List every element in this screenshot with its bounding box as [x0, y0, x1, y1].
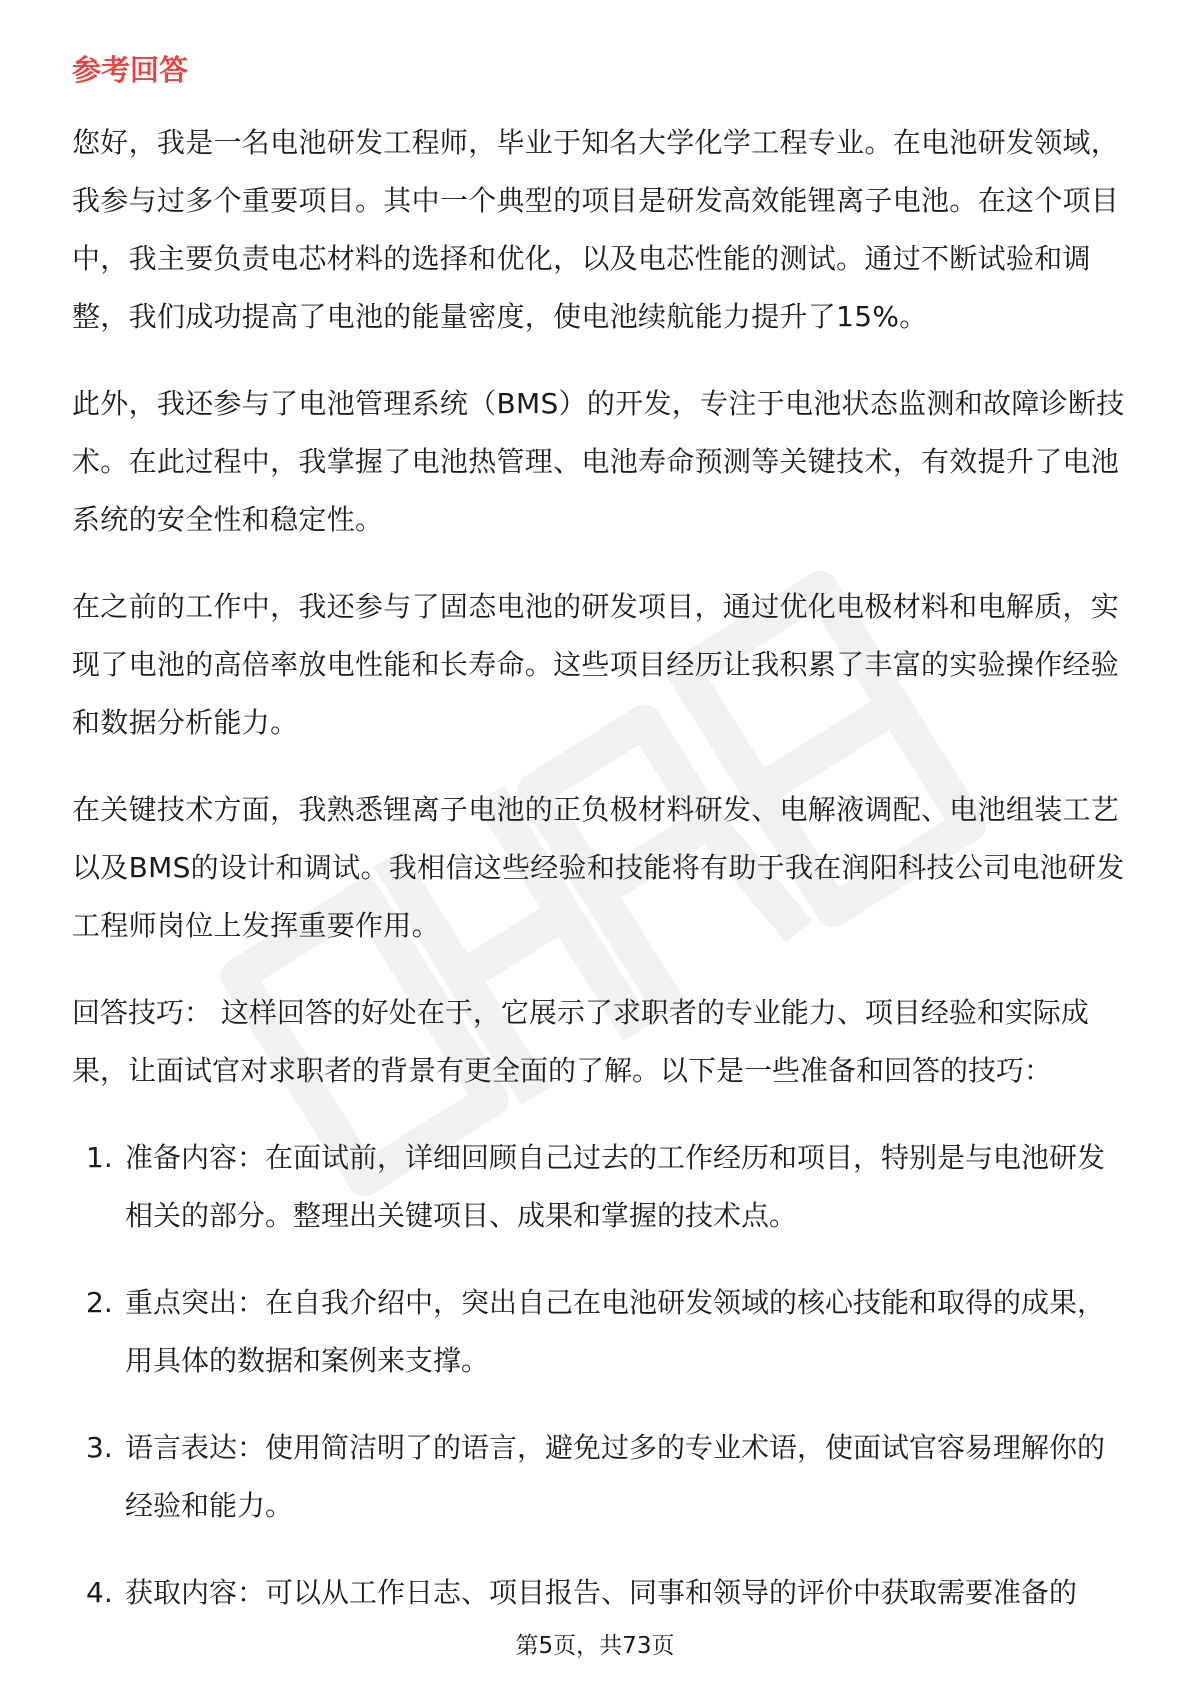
list-item — [72, 1564, 1128, 1622]
list-item — [72, 1419, 1128, 1535]
paragraph-key-tech: 在关键技术方面，我熟悉锂离子电池的正负极材料研发、电解液调配、电池组装工艺以及BMS的设计和调试。我相信这些经验和技能将有助于我在润阳科技公司电池研发工程师岗位上发挥重要作用。 — [72, 793, 1125, 942]
list-item-number: 2. — [86, 1286, 113, 1319]
list-item-text: 重点突出：在自我介绍中，突出自己在电池研发领域的核心技能和取得的成果，用具体的数据和案例来支撑。 — [125, 1286, 1106, 1377]
section-title: 参考回答 — [72, 53, 189, 87]
list-item-number: 4. — [86, 1576, 113, 1609]
list-item-text: 语言表达：使用简洁明了的语言，避免过多的专业术语，使面试官容易理解你的经验和能力。 — [125, 1431, 1106, 1522]
list-item-text: 获取内容：可以从工作日志、项目报告、同事和领导的评价中获取需要准备的 — [125, 1576, 1078, 1609]
list-item-text: 准备内容：在面试前，详细回顾自己过去的工作经历和项目，特别是与电池研发相关的部分。整理出关键项目、成果和掌握的技术点。 — [125, 1141, 1106, 1232]
list-item — [72, 1129, 1128, 1245]
tips-intro: 回答技巧： 这样回答的好处在于，它展示了求职者的专业能力、项目经验和实际成果，让面试官对求职者的背景有更全面的了解。以下是一些准备和回答的技巧： — [72, 996, 1089, 1087]
tips-list — [72, 1129, 1128, 1622]
document-body — [72, 114, 1128, 1651]
list-item — [72, 1274, 1128, 1390]
page-number: 第5页，共73页 — [515, 1633, 675, 1659]
list-item-number: 1. — [86, 1141, 113, 1174]
paragraph-intro: 您好，我是一名电池研发工程师，毕业于知名大学化学工程专业。在电池研发领域，我参与过多个重要项目。其中一个典型的项目是研发高效能锂离子电池。在这个项目中，我主要负责电芯材料的选择和优化，以及电芯性能的测试。通过不断试验和调整，我们成功提高了电池的能量密度，使电池续航能力提升了15%。 — [72, 126, 1120, 333]
paragraph-bms: 此外，我还参与了电池管理系统（BMS）的开发，专注于电池状态监测和故障诊断技术。在此过程中，我掌握了电池热管理、电池寿命预测等关键技术，有效提升了电池系统的安全性和稳定性。 — [72, 387, 1125, 536]
list-item-number: 3. — [86, 1431, 113, 1464]
paragraph-solid-state: 在之前的工作中，我还参与了固态电池的研发项目，通过优化电极材料和电解质，实现了电池的高倍率放电性能和长寿命。这些项目经历让我积累了丰富的实验操作经验和数据分析能力。 — [72, 590, 1120, 739]
